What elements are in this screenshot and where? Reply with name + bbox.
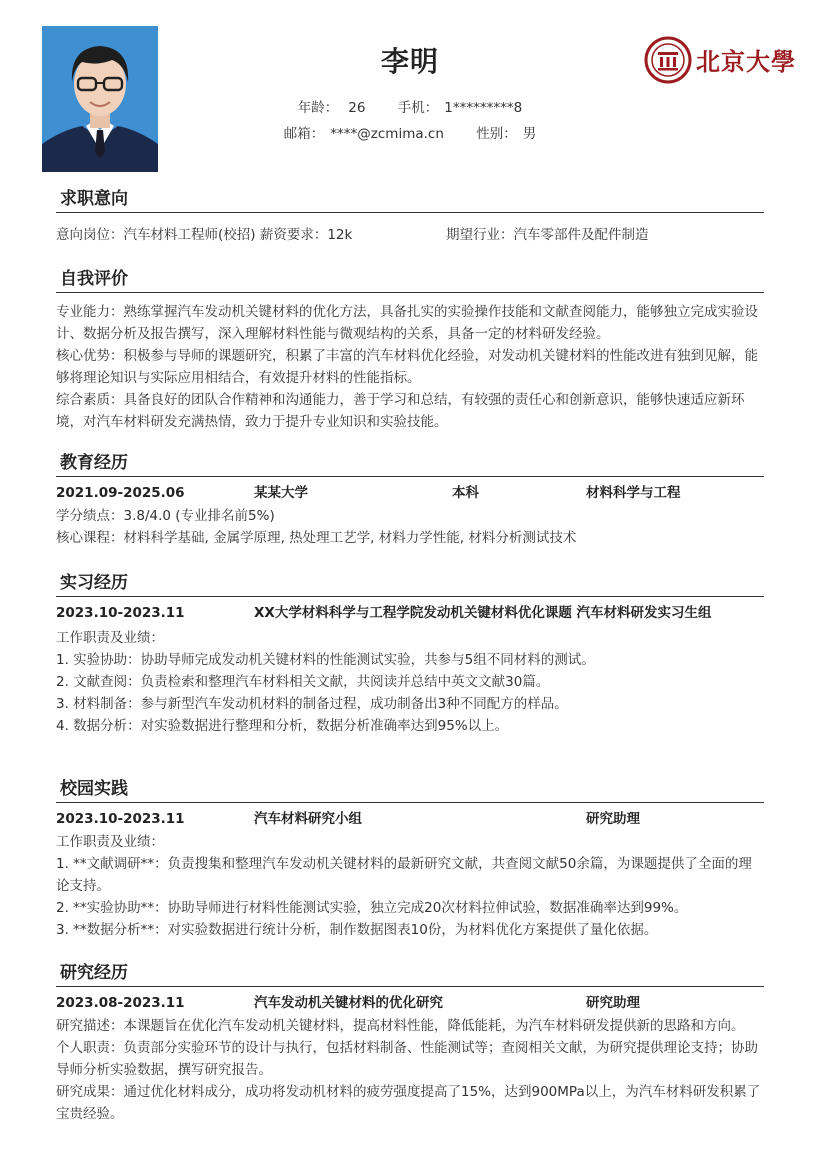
section-education [56,450,764,549]
job-position: 意向岗位：汽车材料工程师(校招) 薪资要求：12k [56,227,353,243]
age-value: 26 [348,100,366,116]
research-row [56,991,764,1015]
email-label: 邮箱： [283,126,325,142]
self-eval-paragraph: 核心优势：积极参与导师的课题研究，积累了丰富的汽车材料优化经验，对发动机关键材料的性能改进有独到见解，能够将理论知识与实际应用相结合，有效提升材料的性能指标。 [56,348,758,386]
research-line: 研究描述：本课题旨在优化汽车发动机关键材料，提高材料性能，降低能耗，为汽车材料研发提供新的思路和方向。 [56,1018,745,1034]
section-title: 校园实践 [56,776,764,803]
education-courses: 核心课程：材料科学基础, 金属学原理, 热处理工艺学, 材料力学性能, 材料分析测试技术 [56,530,577,546]
age-label: 年龄： [297,100,339,116]
internship-line: 工作职责及业绩： [56,630,164,646]
section-title: 实习经历 [56,570,764,597]
self-eval-paragraph: 综合素质：具备良好的团队合作精神和沟通能力，善于学习和总结，有较强的责任心和创新意识，能够快速适应新环境，对汽车材料研发充满热情，致力于提升专业知识和实验技能。 [56,392,745,430]
phone-value: 1*********8 [444,100,523,116]
phone-label: 手机： [397,100,439,116]
phone-info [398,96,522,116]
section-campus [56,776,764,941]
section-job-intent [56,186,764,247]
research-role: 研究助理 [586,995,640,1011]
education-major: 材料科学与工程 [586,485,681,501]
campus-row [56,807,764,831]
section-title: 教育经历 [56,450,764,477]
job-industry: 期望行业：汽车零部件及配件制造 [446,227,649,243]
education-gpa: 学分绩点：3.8/4.0 (专业排名前5%) [56,508,275,524]
gender-info [476,122,536,142]
research-period: 2023.08-2023.11 [56,995,185,1011]
internship-row [56,601,764,625]
campus-line: 2. **实验协助**：协助导师进行材料性能测试实验，独立完成20次材料拉伸试验，数据准确率达到99%。 [56,900,688,916]
internship-line: 2. 文献查阅：负责检索和整理汽车材料相关文献，共阅读并总结中英文文献30篇。 [56,674,550,690]
internship-org: XX大学材料科学与工程学院发动机关键材料优化课题 汽车材料研发实习生组 [254,605,712,621]
campus-role: 研究助理 [586,811,640,827]
logo-text: 北京大學 [696,47,796,76]
info-line-2 [0,122,820,142]
section-research [56,960,764,1125]
gender-value: 男 [522,126,537,142]
campus-line: 3. **数据分析**：对实验数据进行统计分析，制作数据图表10份，为材料优化方案提供了量化依据。 [56,922,658,938]
self-eval-paragraph: 专业能力：熟练掌握汽车发动机关键材料的优化方法，具备扎实的实验操作技能和文献查阅能力，能够独立完成实验设计、数据分析及报告撰写，深入理解材料性能与微观结构的关系，具备一定的材料研发经验。 [56,304,758,342]
candidate-name: 李明 [380,45,439,78]
section-internship [56,570,764,737]
campus-org: 汽车材料研究小组 [254,811,362,827]
email-value: ****@zcmima.cn [330,126,444,142]
section-self-eval [56,266,764,433]
research-topic: 汽车发动机关键材料的优化研究 [254,995,443,1011]
email-info [284,122,444,142]
gender-label: 性别： [476,126,517,142]
age-info [298,96,366,116]
campus-line: 1. **文献调研**：负责搜集和整理汽车发动机关键材料的最新研究文献，共查阅文献50余篇，为课题提供了全面的理论支持。 [56,856,752,894]
campus-period: 2023.10-2023.11 [56,811,185,827]
section-title: 自我评价 [56,266,764,293]
education-school: 某某大学 [254,485,308,501]
campus-line: 工作职责及业绩： [56,834,164,850]
internship-line: 1. 实验协助：协助导师完成发动机关键材料的性能测试实验，共参与5组不同材料的测试。 [56,652,595,668]
info-line-1 [0,96,820,116]
university-logo [644,36,794,84]
section-title: 研究经历 [56,960,764,987]
internship-period: 2023.10-2023.11 [56,605,185,621]
education-degree: 本科 [452,485,479,501]
section-title: 求职意向 [56,186,764,213]
research-line: 个人职责：负责部分实验环节的设计与执行，包括材料制备、性能测试等；查阅相关文献，为研究提供理论支持；协助导师分析实验数据，撰写研究报告。 [56,1040,758,1078]
university-seal-icon [644,36,692,84]
research-line: 研究成果：通过优化材料成分，成功将发动机材料的疲劳强度提高了15%，达到900MPa以上，为汽车材料研发积累了宝贵经验。 [56,1084,761,1122]
education-row [56,481,764,505]
internship-line: 4. 数据分析：对实验数据进行整理和分析，数据分析准确率达到95%以上。 [56,718,509,734]
internship-line: 3. 材料制备：参与新型汽车发动机材料的制备过程，成功制备出3种不同配方的样品。 [56,696,568,712]
education-period: 2021.09-2025.06 [56,485,185,501]
